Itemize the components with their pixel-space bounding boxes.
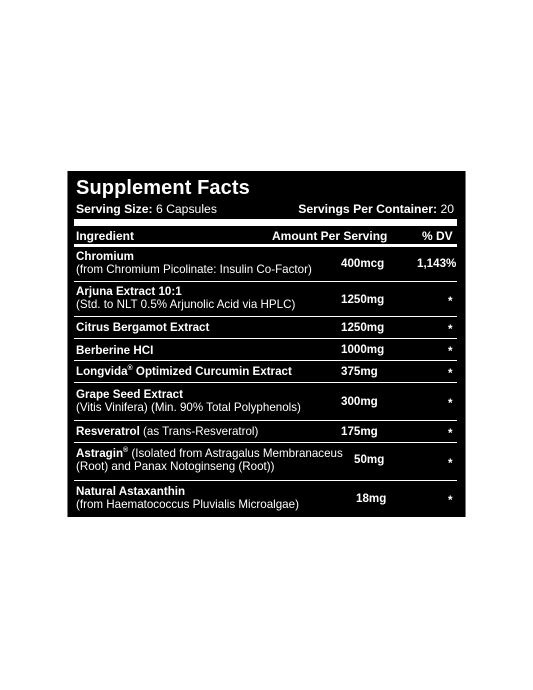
ingredient-name-cell [76,388,301,414]
serving-size-label: Serving Size: [76,202,153,216]
servings-per-container [298,202,454,216]
ingredient-row-resveratrol [74,421,457,443]
ingredient-name-cell [76,250,312,276]
registered-mark: ® [127,365,133,372]
serving-size-value: 6 Capsules [155,202,217,216]
ingredient-desc: (Std. to NLT 0.5% Arjunolic Acid via HPLC) [76,298,296,311]
panel-title: Supplement Facts [76,177,250,199]
header-amount: Amount Per Serving [272,229,388,243]
ingredient-dv: * [448,323,453,336]
ingredient-dv: * [448,367,453,380]
ingredient-name: Arjuna Extract 10:1 [76,285,182,298]
ingredient-row-astaxanthin [74,481,457,517]
ingredient-name-cell [76,285,295,311]
registered-mark: ® [123,447,129,454]
ingredient-dv: * [448,295,453,308]
ingredient-amount: 50mg [354,453,385,466]
ingredient-amount: 300mg [341,395,378,408]
header-dv: % DV [422,229,453,243]
ingredient-row-grape-seed [74,383,457,421]
ingredient-row-longvida [74,361,457,383]
ingredient-name-cell [76,344,153,357]
ingredient-name-cell [76,365,292,378]
ingredient-row-astragin [74,443,457,481]
ingredient-dv: * [448,397,453,410]
ingredient-desc: (from Haematococcus Pluvialis Microalgae) [76,498,299,511]
ingredient-desc: (as Trans-Resveratrol) [139,425,259,438]
header-ingredient: Ingredient [76,229,135,243]
ingredient-amount: 375mg [341,365,378,378]
ingredient-dv: * [448,427,453,440]
serving-size [76,202,217,216]
ingredient-desc: (Isolated from Astragalus Membranaceus [128,447,343,460]
ingredient-desc-cont: (Root) and Panax Notoginseng (Root)) [76,460,275,473]
ingredient-dv: 1,143% [417,257,457,270]
supplement-facts-panel [67,171,466,517]
servings-per-value: 20 [440,202,454,216]
ingredient-desc: (from Chromium Picolinate: Insulin Co-Factor) [76,263,312,276]
ingredient-name-cell [76,485,299,511]
thick-divider [74,219,457,226]
ingredient-name-cell [76,447,343,473]
ingredient-name: Longvida [76,365,128,378]
ingredient-desc: (Vitis Vinifera) (Min. 90% Total Polyphenols) [76,401,301,414]
ingredient-row-citrus-bergamot [74,317,457,339]
ingredient-name-cell [76,425,258,438]
ingredient-name: Grape Seed Extract [76,388,183,401]
ingredient-row-berberine [74,339,457,361]
ingredient-name: Berberine HCI [76,344,154,357]
ingredient-name-cont: Optimized Curcumin Extract [132,365,292,378]
ingredient-dv: * [448,457,453,470]
ingredient-amount: 1000mg [341,343,385,356]
ingredient-amount: 175mg [341,425,378,438]
ingredient-amount: 18mg [356,492,387,505]
ingredient-row-chromium [74,247,457,282]
ingredient-amount: 1250mg [341,321,385,334]
ingredient-name: Resveratrol [76,425,140,438]
ingredient-name-cell [76,321,209,334]
ingredient-name: Astragin [76,447,124,460]
ingredient-dv: * [448,345,453,358]
ingredient-amount: 1250mg [341,293,385,306]
ingredient-amount: 400mcg [341,257,385,270]
ingredient-name: Chromium [76,250,134,263]
servings-per-label: Servings Per Container: [298,202,438,216]
ingredient-dv: * [448,494,453,507]
ingredient-row-arjuna [74,282,457,317]
ingredient-name: Citrus Bergamot Extract [76,321,210,334]
ingredient-name: Natural Astaxanthin [76,485,186,498]
